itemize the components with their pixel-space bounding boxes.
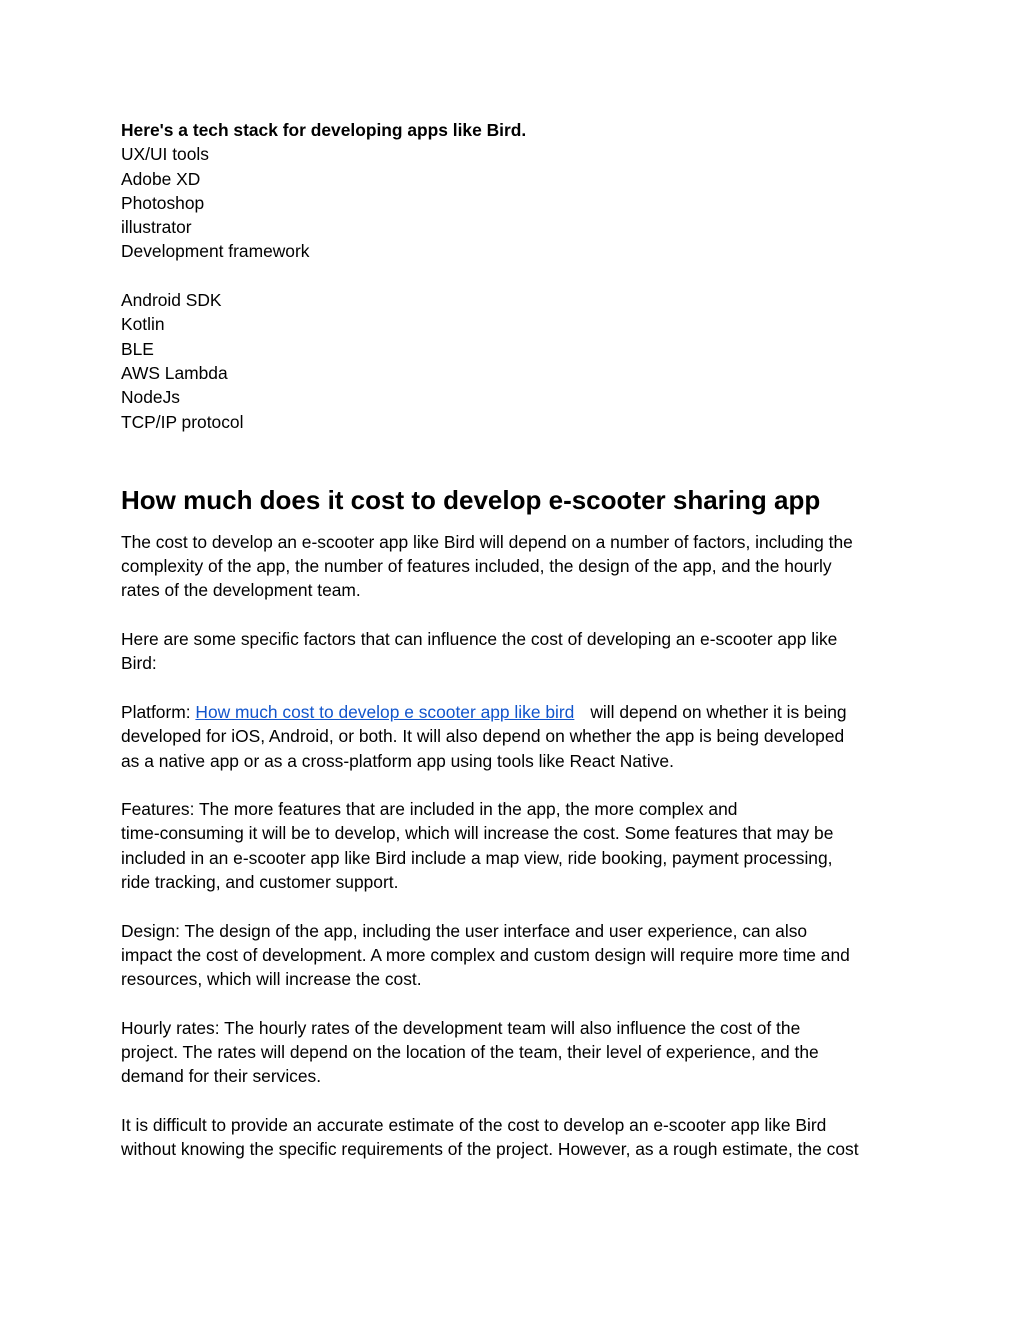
estimate-paragraph [121,1113,921,1162]
tech-stack-item: Development framework [121,241,310,262]
tech-stack-item: NodeJs [121,387,180,408]
tech-stack-group-2 [121,288,921,434]
platform-paragraph [121,700,921,773]
paragraph-line: Bird: [121,653,157,674]
factors-paragraph [121,627,921,676]
intro-paragraph [121,530,921,603]
tech-stack-group-1 [121,142,921,263]
paragraph-line: impact the cost of development. A more complex and custom design will require more time and [121,944,850,965]
paragraph-line: Features: The more features that are included in the app, the more complex and [121,799,738,820]
paragraph-line: Hourly rates: The hourly rates of the development team will also influence the cost of the [121,1017,801,1038]
paragraph-line: included in an e-scooter app like Bird include a map view, ride booking, payment processing, [121,847,833,868]
document-page [121,118,921,1186]
paragraph-line: resources, which will increase the cost. [121,969,422,990]
blank-line [121,264,921,288]
tech-stack-item: AWS Lambda [121,362,228,383]
paragraph-line: time-consuming it will be to develop, which will increase the cost. Some features that may be [121,823,834,844]
paragraph-line: Here are some specific factors that can influence the cost of developing an e-scooter app like [121,629,838,650]
paragraph-line: ride tracking, and customer support. [121,872,399,893]
platform-suffix: will depend on whether it is being [590,701,847,722]
paragraph-line: complexity of the app, the number of features included, the design of the app, and the hourly [121,556,832,577]
cost-link[interactable]: How much cost to develop e scooter app like bird [195,701,575,722]
paragraph-line: as a native app or as a cross-platform app using tools like React Native. [121,750,674,771]
paragraph-line: developed for iOS, Android, or both. It will also depend on whether the app is being developed [121,726,845,747]
paragraph-line: demand for their services. [121,1066,322,1087]
paragraph-line: without knowing the specific requirements of the project. However, as a rough estimate, the cost [121,1139,859,1160]
tech-stack-item: UX/UI tools [121,144,209,165]
features-paragraph [121,797,921,894]
tech-stack-item: illustrator [121,217,192,238]
paragraph-line: project. The rates will depend on the location of the team, their level of experience, and the [121,1042,819,1063]
tech-stack-item: Android SDK [121,290,222,311]
platform-prefix: Platform: [121,701,196,722]
tech-stack-item: BLE [121,338,154,359]
tech-stack-item: Adobe XD [121,168,201,189]
hourly-rates-paragraph [121,1016,921,1089]
paragraph-line: Design: The design of the app, including the user interface and user experience, can also [121,920,808,941]
section-heading: How much does it cost to develop e-scooter sharing app [121,484,821,515]
paragraph-line: The cost to develop an e-scooter app like Bird will depend on a number of factors, including the [121,531,853,552]
design-paragraph [121,919,921,992]
paragraph-line: rates of the development team. [121,580,361,601]
tech-stack-item: Kotlin [121,314,165,335]
tech-stack-item: Photoshop [121,192,205,213]
tech-stack-item: TCP/IP protocol [121,411,244,432]
tech-stack-title: Here's a tech stack for developing apps like Bird. [121,120,527,140]
paragraph-line: It is difficult to provide an accurate estimate of the cost to develop an e-scooter app like Bird [121,1114,827,1135]
paragraph-line [121,700,921,724]
